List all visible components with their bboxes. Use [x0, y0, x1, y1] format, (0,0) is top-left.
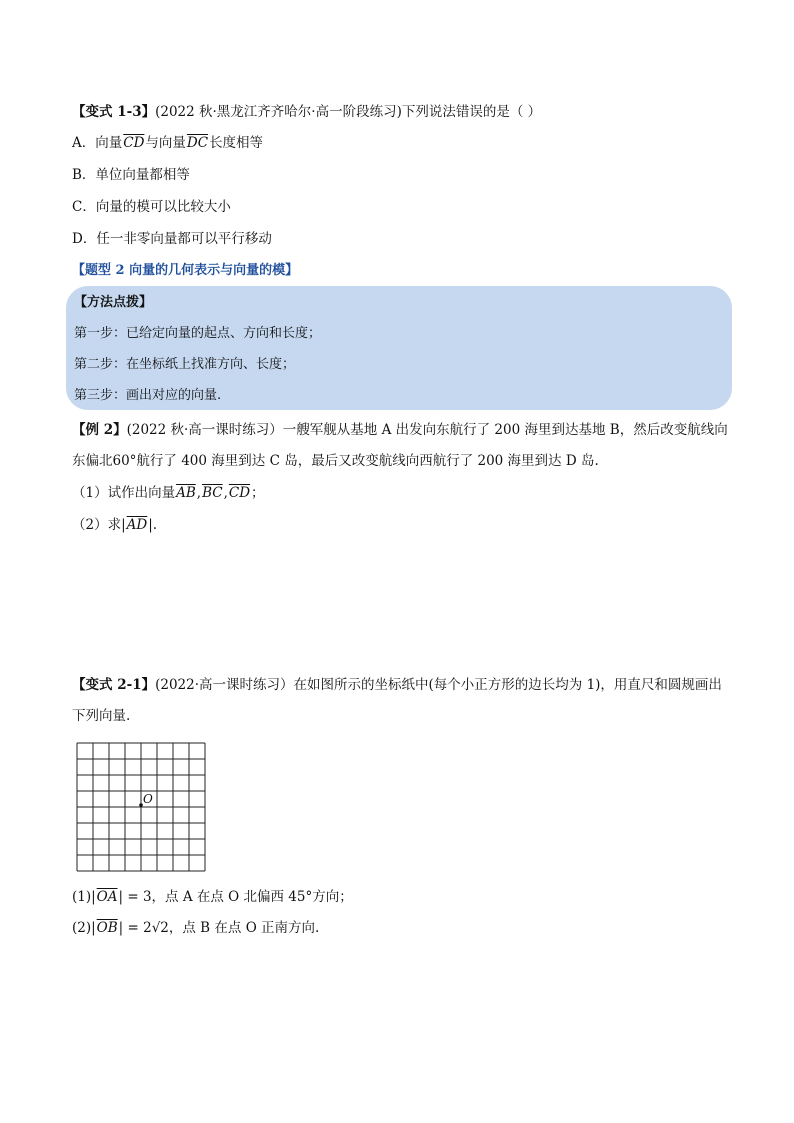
option-c-letter: C．: [72, 199, 96, 215]
option-a-pre: 向量: [95, 135, 123, 151]
example2-line2: 东偏北60°航行了 400 海里到达 C 岛，最后又改变航线向西航行了 200 海里到达 D 岛.: [72, 453, 599, 469]
vector-cd-2: $\overline{CD}$: [228, 485, 251, 501]
option-d-text: 任一非零向量都可以平行移动: [96, 231, 272, 247]
option-c-text: 向量的模可以比较大小: [95, 199, 231, 215]
item1-post: | = 3，点 A 在点 O 北偏西 45°方向；: [118, 889, 353, 905]
variant13-source: (2022 秋·黑龙江齐齐哈尔·高一阶段练习): [155, 104, 402, 120]
example2-q2: [72, 516, 157, 534]
variant13-tag: 【变式 1-3】: [72, 104, 156, 120]
q1-pre: （1）试作出向量: [72, 485, 176, 501]
variant21-text1: (2022·高一课时练习）在如图所示的坐标纸中(每个小正方形的边长均为 1)，用直尺和圆规画出: [155, 677, 722, 693]
origin-label: O: [143, 792, 153, 806]
vector-bc: $\overline{BC}$: [202, 485, 223, 501]
example2-text1: (2022 秋·高一课时练习）一艘军舰从基地 A 出发向东航行了 200 海里到达基地 B，然后改变航线向: [126, 422, 728, 438]
option-d-letter: D．: [72, 231, 97, 247]
vector-oa: $\overline{OA}$: [96, 889, 118, 905]
q1-post: ；: [251, 485, 265, 501]
variant21-item2: [72, 919, 319, 937]
option-b-text: 单位向量都相等: [95, 167, 190, 183]
vector-ad: $\overline{AD}$: [126, 517, 148, 533]
example2-line1: [72, 421, 728, 439]
q2-pre: （2）求|: [72, 517, 126, 533]
method-step-1: 第一步：已给定向量的起点、方向和长度；: [74, 326, 322, 341]
example2-q1: （1）试作出向量$\overline{AB},\overline{BC},\overline{CD}$；: [72, 485, 265, 501]
grid-lines: [77, 743, 205, 871]
option-a: [72, 134, 263, 152]
method-step-2: 第二步：在坐标纸上找准方向、长度；: [74, 357, 296, 372]
item2-post: | = 2√2，点 B 在点 O 正南方向.: [118, 920, 320, 936]
item2-pre: (2)|: [72, 920, 96, 936]
item1-pre: (1)|: [72, 889, 96, 905]
method-step-3: 第三步：画出对应的向量.: [74, 388, 222, 403]
vector-cd: $\overline{CD}$: [123, 135, 145, 151]
vector-ab: $\overline{AB}$: [176, 485, 196, 501]
variant21-tag: 【变式 2-1】: [72, 677, 156, 693]
variant13-header: [72, 103, 541, 121]
variant21-line1: [72, 676, 722, 694]
option-b: [72, 166, 190, 184]
vector-dc: $\overline{DC}$: [186, 135, 209, 151]
coordinate-grid: [76, 742, 208, 876]
q2-post: |.: [148, 517, 158, 533]
variant21-line2: 下列向量.: [72, 708, 131, 724]
example2-tag: 【例 2】: [72, 422, 127, 438]
option-b-letter: B．: [72, 167, 96, 183]
method-box: [66, 286, 732, 410]
option-c: [72, 198, 231, 216]
option-a-mid: 与向量: [145, 135, 186, 151]
topic2-title: 【题型 2 向量的几何表示与向量的模】: [72, 263, 299, 278]
option-a-post: 长度相等: [209, 135, 264, 151]
method-title: 【方法点拨】: [74, 295, 153, 310]
option-a-letter: A．: [72, 135, 96, 151]
option-d: [72, 230, 272, 248]
grid-svg: [76, 742, 208, 872]
vector-ob: $\overline{OB}$: [96, 920, 118, 936]
variant13-question: 下列说法错误的是（ ）: [401, 104, 542, 120]
variant21-item1: [72, 888, 353, 906]
